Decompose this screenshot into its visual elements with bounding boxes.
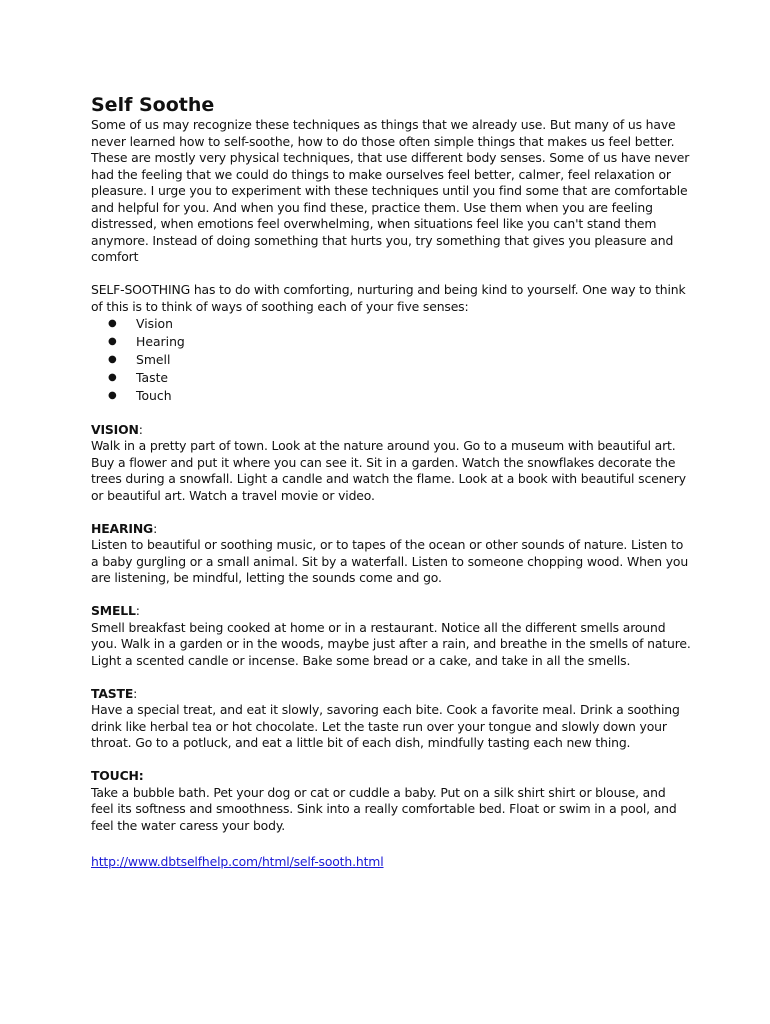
- section-heading-text: VISION: [91, 421, 139, 437]
- definition-paragraph: SELF-SOOTHING has to do with comforting, nurturing and being kind to yourself. One way to think of this is to think of ways of soothing each of your five senses:: [91, 282, 686, 314]
- section-heading: [91, 768, 691, 785]
- section-heading-suffix: :: [133, 685, 138, 701]
- section-body: Walk in a pretty part of town. Look at the nature around you. Go to a museum with beautiful art. Buy a flower and put it where you can see it. Sit in a garden. Watch the snowflakes decorate the trees during a snowfall. Light a candle and watch the flame. Look at a book with beautiful scenery or beautiful art. Watch a travel movie or video.: [91, 438, 686, 503]
- section-body: Take a bubble bath. Pet your dog or cat or cuddle a baby. Put on a silk shirt shirt or blouse, and feel its softness and smoothness. Sink into a really comfortable bed. Float or swim in a pool, and feel the water caress your body.: [91, 784, 677, 833]
- list-item: [108, 387, 691, 405]
- spacer: [91, 669, 691, 686]
- section-body: Smell breakfast being cooked at home or in a restaurant. Notice all the different smells around you. Walk in a garden or in the woods, maybe just after a rain, and breathe in the smells of nature. Light a scented candle or incense. Bake some bread or a cake, and take in all the smells.: [91, 619, 691, 668]
- spacer: [91, 587, 691, 604]
- sense-label: Touch: [136, 388, 172, 403]
- section-heading: [91, 603, 691, 620]
- list-item: [108, 315, 691, 333]
- spacer: [91, 504, 691, 521]
- section-heading-text: SMELL: [91, 603, 136, 618]
- page-title: Self Soothe: [91, 94, 215, 116]
- section-heading-text: TOUCH:: [91, 768, 144, 783]
- section-heading-suffix: :: [135, 603, 140, 618]
- section-heading: [91, 686, 691, 703]
- sense-label: Taste: [136, 370, 169, 385]
- bullet-icon: ●: [108, 372, 117, 383]
- sense-label: Hearing: [136, 334, 185, 349]
- spacer: [91, 834, 691, 851]
- list-item: [108, 351, 691, 369]
- document-page: [91, 92, 691, 870]
- section-heading: [91, 521, 691, 538]
- bullet-icon: ●: [108, 318, 117, 329]
- spacer: [91, 405, 691, 422]
- intro-paragraph: Some of us may recognize these techniques as things that we already use. But many of us have never learned how to self-soothe, how to do those often simple things that makes us feel better. These are mostly very physical techniques, that use different body senses. Some of us have never had the feeling that we could do things to make ourselves feel better, calmer, feel relaxation or pleasure. I urge you to experiment with these techniques until you find some that are comfortable and helpful for you. And when you find these, practice them. Use them when you are feeling distressed, when emotions feel overwhelming, when situations feel like you can't stand them anymore. Instead of doing something that hurts you, try something that gives you pleasure and comfort: [91, 117, 690, 264]
- senses-list: [91, 315, 691, 405]
- section-heading-suffix: :: [153, 520, 158, 536]
- spacer: [91, 752, 691, 769]
- bullet-icon: ●: [108, 336, 117, 347]
- section-heading-text: TASTE: [91, 685, 134, 701]
- section-body: Have a special treat, and eat it slowly, savoring each bite. Cook a favorite meal. Drink a soothing drink like herbal tea or hot chocolate. Let the taste run over your tongue and slowly down your throat. Go to a potluck, and eat a little bit of each dish, mindfully tasting each new thing.: [91, 702, 680, 750]
- sense-label: Vision: [136, 316, 173, 331]
- bullet-icon: ●: [108, 354, 117, 365]
- list-item: [108, 333, 691, 351]
- section-heading-suffix: :: [138, 421, 143, 437]
- spacer: [91, 266, 691, 283]
- list-item: [108, 369, 691, 387]
- section-heading-text: HEARING: [91, 520, 154, 536]
- sense-label: Smell: [136, 352, 171, 367]
- section-heading: [91, 422, 691, 439]
- bullet-icon: ●: [108, 390, 117, 401]
- section-body: Listen to beautiful or soothing music, or to tapes of the ocean or other sounds of nature. Listen to a baby gurgling or a small animal. Sit by a waterfall. Listen to someone chopping wood. When you are listening, be mindful, letting the sounds come and go.: [91, 537, 689, 585]
- source-link[interactable]: http://www.dbtselfhelp.com/html/self-sooth.html: [91, 853, 384, 869]
